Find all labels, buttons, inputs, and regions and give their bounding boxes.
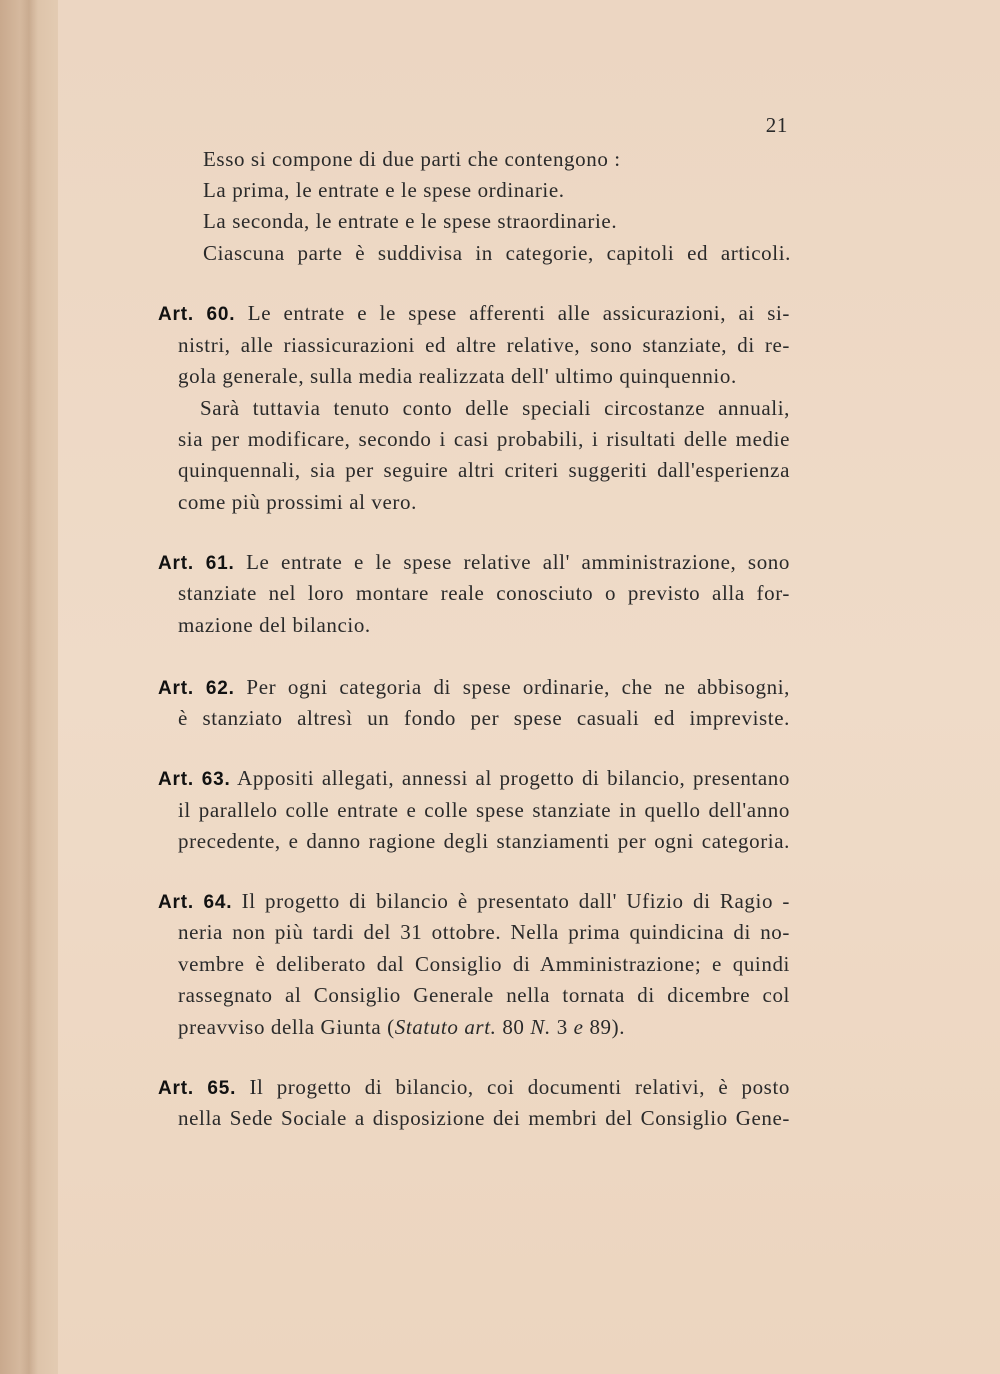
citation-number: 3 [550, 1015, 574, 1039]
citation-statute: Statuto art. [394, 1015, 497, 1039]
article-line: gola generale, sulla media realizzata dell' ultimo quinquennio. [178, 364, 737, 388]
citation-number: 80 [496, 1015, 531, 1039]
article-line: neria non più tardi del 31 ottobre. Nella prima quindicina di no- [178, 920, 790, 944]
article-line-with-citation [178, 1012, 790, 1043]
intro-line: Ciascuna parte è suddivisa in categorie, capitoli ed articoli. [203, 241, 791, 265]
article-label: Art. 64. [158, 892, 233, 913]
intro-line: Esso si compone di due parti che contengono : [203, 147, 621, 171]
article-label: Art. 61. [158, 553, 235, 574]
article-text: Le entrate e le spese relative all' amministrazione, sono [246, 550, 790, 574]
article-61-first-line [158, 547, 790, 579]
article-line: precedente, e danno ragione degli stanziamenti per ogni categoria. [178, 829, 790, 853]
article-line: stanziate nel loro montare reale conosciuto o previsto alla for- [178, 581, 790, 605]
citation-prefix: preavviso della Giunta ( [178, 1015, 395, 1039]
article-text: Appositi allegati, annessi al progetto di bilancio, presentano [237, 766, 790, 790]
intro-line: La seconda, le entrate e le spese straordinarie. [203, 209, 618, 233]
article-64-first-line [158, 886, 790, 918]
article-line: Sarà tuttavia tenuto conto delle speciali circostanze annuali, [200, 396, 790, 420]
article-line: sia per modificare, secondo i casi probabili, i risultati delle medie [178, 427, 790, 451]
article-text: Il progetto di bilancio è presentato dall' Ufizio di Ragio - [241, 889, 790, 913]
citation-e: e [573, 1015, 584, 1039]
article-label: Art. 60. [158, 304, 236, 325]
article-label: Art. 63. [158, 769, 231, 790]
article-text: Le entrate e le spese afferenti alle assicurazioni, ai si- [247, 301, 791, 325]
citation-suffix: 89). [583, 1015, 626, 1039]
article-62-first-line [158, 672, 790, 704]
article-text: Il progetto di bilancio, coi documenti relativi, è posto [249, 1075, 790, 1099]
article-60-first-line [158, 298, 790, 330]
citation-n: N. [530, 1015, 551, 1039]
article-text: Per ogni categoria di spese ordinarie, che ne abbisogni, [246, 675, 790, 699]
article-label: Art. 65. [158, 1078, 237, 1099]
article-63-first-line [158, 763, 790, 795]
article-line: nella Sede Sociale a disposizione dei membri del Consiglio Gene- [178, 1106, 790, 1130]
article-line: mazione del bilancio. [178, 613, 371, 637]
article-line: rassegnato al Consiglio Generale nella tornata di dicembre col [178, 983, 790, 1007]
article-65-first-line [158, 1072, 790, 1104]
article-line: è stanziato altresì un fondo per spese casuali ed impreviste. [178, 706, 790, 730]
article-label: Art. 62. [158, 678, 235, 699]
page-fold-shadow [20, 0, 38, 1374]
article-line: nistri, alle riassicurazioni ed altre relative, sono stanziate, di re- [178, 333, 790, 357]
article-line: quinquennali, sia per seguire altri criteri suggeriti dall'esperienza [178, 458, 790, 482]
page-number: 21 [765, 113, 788, 137]
intro-line: La prima, le entrate e le spese ordinarie. [203, 178, 565, 202]
article-line: il parallelo colle entrate e colle spese stanziate in quello dell'anno [178, 798, 790, 822]
article-line: come più prossimi al vero. [178, 490, 417, 514]
article-line: vembre è deliberato dal Consiglio di Amministrazione; e quindi [178, 952, 790, 976]
